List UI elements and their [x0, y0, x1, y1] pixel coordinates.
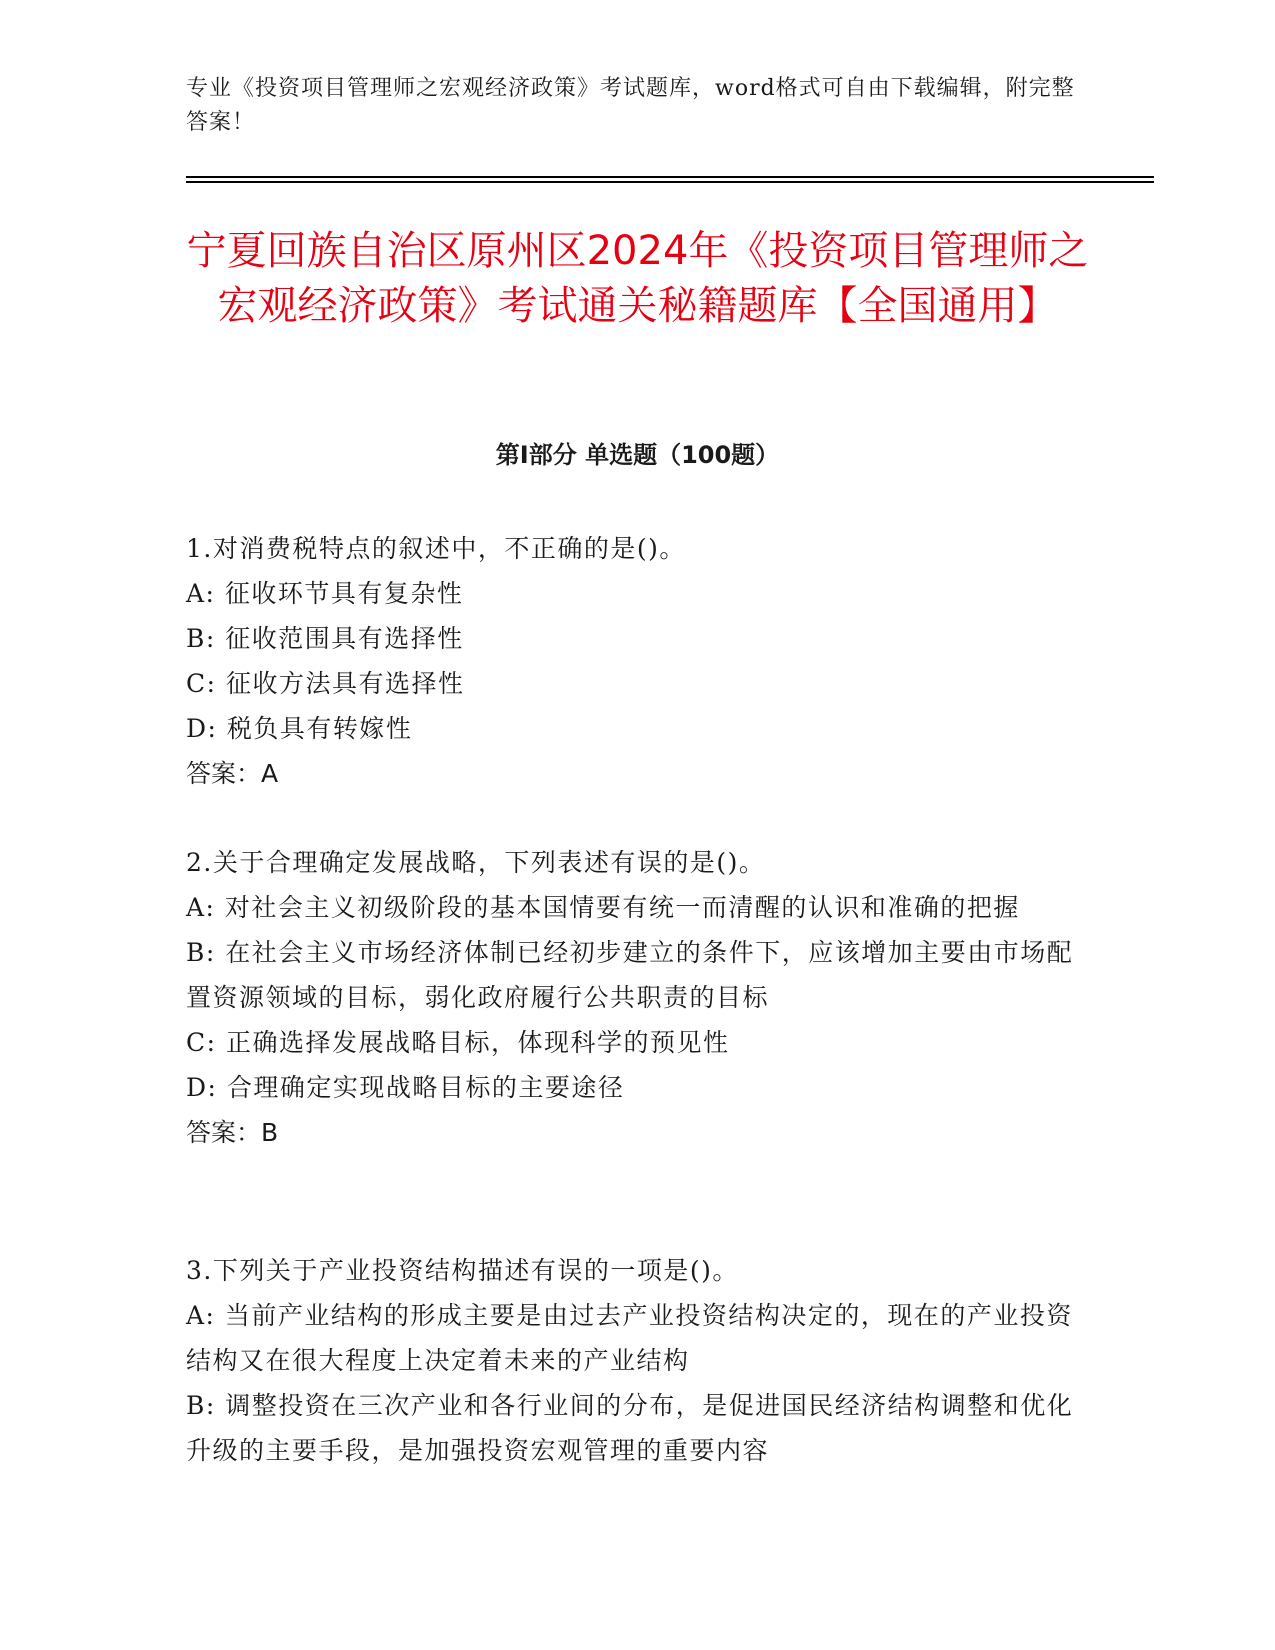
option-c: C: 正确选择发展战略目标，体现科学的预见性 [186, 1028, 730, 1057]
answer: 答案：A [186, 759, 279, 788]
option-a: A: 征收环节具有复杂性 [186, 579, 464, 608]
question-1 [186, 526, 1076, 796]
question-stem: 1.对消费税特点的叙述中，不正确的是()。 [186, 534, 686, 563]
option-b: B: 征收范围具有选择性 [186, 624, 464, 653]
option-d: D: 合理确定实现战略目标的主要途径 [186, 1073, 625, 1102]
option-b: B: 在社会主义市场经济体制已经初步建立的条件下，应该增加主要由市场配置资源领域的目标，弱化政府履行公共职责的目标 [186, 938, 1074, 1012]
section-title: 第I部分 单选题（100题） [495, 441, 780, 469]
header-divider-bottom [186, 181, 1154, 183]
question-stem: 3.下列关于产业投资结构描述有误的一项是()。 [186, 1256, 739, 1285]
document-title: 宁夏回族自治区原州区2024年《投资项目管理师之宏观经济政策》考试通关秘籍题库【全国通用】 [186, 228, 1089, 329]
option-a: A: 当前产业结构的形成主要是由过去产业投资结构决定的，现在的产业投资结构又在很大程度上决定着未来的产业结构 [186, 1301, 1073, 1375]
answer: 答案：B [186, 1118, 279, 1147]
option-d: D: 税负具有转嫁性 [186, 714, 413, 743]
header-divider-top [186, 176, 1154, 178]
option-c: C: 征收方法具有选择性 [186, 669, 465, 698]
question-stem: 2.关于合理确定发展战略，下列表述有误的是()。 [186, 848, 766, 877]
option-a: A: 对社会主义初级阶段的基本国情要有统一而清醒的认识和准确的把握 [186, 893, 1020, 922]
header-note: 专业《投资项目管理师之宏观经济政策》考试题库，word格式可自由下载编辑，附完整答案！ [186, 76, 1075, 135]
question-3 [186, 1248, 1076, 1473]
question-2 [186, 840, 1076, 1155]
option-b: B: 调整投资在三次产业和各行业间的分布，是促进国民经济结构调整和优化升级的主要手段，是加强投资宏观管理的重要内容 [186, 1391, 1074, 1465]
